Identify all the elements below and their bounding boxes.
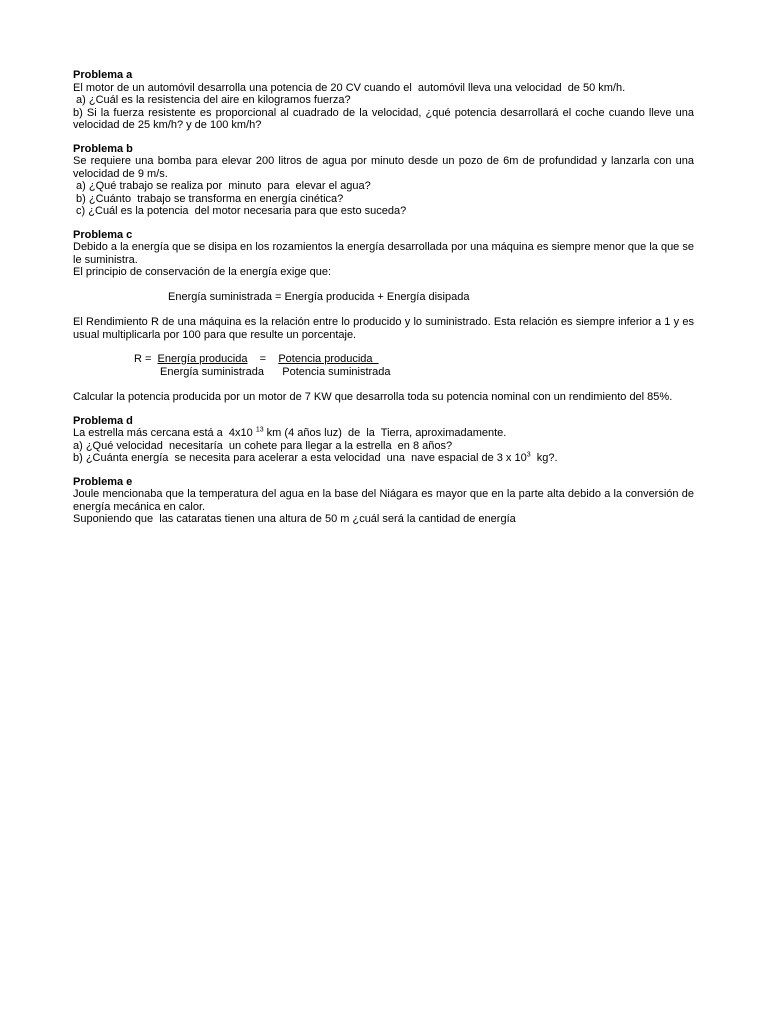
problem-e: [73, 476, 694, 526]
problem-d-statement: [73, 427, 694, 440]
problem-b-question-b: b) ¿Cuánto trabajo se transforma en energía cinética?: [73, 192, 344, 205]
problem-c-heading: Problema c: [73, 228, 133, 241]
problem-e-heading: Problema e: [73, 475, 133, 488]
problem-a-heading: Problema a: [73, 69, 133, 81]
problem-d-statement-end: km (4 años luz) de la Tierra, aproximadamente.: [263, 427, 507, 439]
problem-d-statement-start: La estrella más cercana está a 4x10: [73, 427, 256, 439]
problem-a-statement: El motor de un automóvil desarrolla una potencia de 20 CV cuando el automóvil lleva una velocidad de 50 km/h.: [73, 81, 626, 94]
problem-b-heading: Problema b: [73, 142, 133, 155]
problem-c-question: Calcular la potencia producida por un motor de 7 KW que desarrolla toda su potencia nominal con un rendimiento del 85%.: [73, 391, 673, 403]
problem-b-statement: Se requiere una bomba para elevar 200 litros de agua por minuto desde un pozo de 6m de profundidad y lanzarla con una velocidad de 9 m/s.: [73, 155, 694, 180]
energy-supplied-denominator: Energía suministrada: [160, 365, 264, 378]
problem-a-question-b: b) Si la fuerza resistente es proporcional al cuadrado de la velocidad, ¿qué potencia desarrollará el coche cuando lleve una velocidad de 25 km/h? y de 100 km/h?: [73, 106, 694, 131]
efficiency-formula-numerator-row: [73, 353, 694, 366]
problem-a-question-a: a) ¿Cuál es la resistencia del aire en kilogramos fuerza?: [73, 94, 351, 106]
problem-c-intro: Debido a la energía que se disipa en los rozamientos la energía desarrollada por una máquina es siempre menor que la que se le suministra.: [73, 241, 694, 266]
equals-sign: =: [247, 353, 279, 365]
problem-c-principle: El principio de conservación de la energía exige que:: [73, 266, 332, 278]
distance-exponent: 13: [255, 426, 264, 434]
power-produced-numerator: Potencia producida: [278, 353, 379, 365]
efficiency-formula-denominator-row: [73, 366, 694, 379]
problem-d-question-b-start: b) ¿Cuánta energía se necesita para acelerar a esta velocidad una nave espacial de 3 x 10: [73, 452, 527, 464]
problem-e-statement: Joule mencionaba que la temperatura del agua en la base del Niágara es mayor que en la parte alta debido a la conversión de energía mecánica en calor.: [73, 488, 694, 513]
document-body: [73, 69, 694, 537]
problem-b-question-c: c) ¿Cuál es la potencia del motor necesaria para que esto suceda?: [73, 205, 407, 217]
efficiency-r-prefix: R =: [134, 353, 158, 365]
energy-produced-numerator: Energía producida: [157, 353, 248, 365]
problem-d-question-b-end: kg?.: [530, 452, 558, 464]
problem-b-question-a: a) ¿Qué trabajo se realiza por minuto para elevar el agua?: [73, 180, 371, 192]
problem-d-question-a: a) ¿Qué velocidad necesitaría un cohete para llegar a la estrella en 8 años?: [73, 439, 453, 452]
energy-balance-formula: Energía suministrada = Energía producida + Energía disipada: [168, 290, 470, 303]
problem-d-question-b: [73, 452, 694, 465]
problem-e-question: Suponiendo que las cataratas tienen una altura de 50 m ¿cuál será la cantidad de energía: [73, 513, 516, 525]
problem-d: [73, 415, 694, 465]
problem-b: [73, 143, 694, 218]
efficiency-formula: [73, 353, 694, 378]
problem-a: [73, 69, 694, 132]
problem-c-efficiency-definition: El Rendimiento R de una máquina es la relación entre lo producido y lo suministrado. Esta relación es siempre inferior a 1 y es usual multiplicarla por 100 para que resulte un porcentaje.: [73, 316, 694, 341]
power-supplied-denominator: Potencia suministrada: [282, 365, 391, 378]
mass-exponent: 3: [526, 451, 531, 459]
problem-d-heading: Problema d: [73, 414, 133, 427]
problem-c: [73, 229, 694, 404]
